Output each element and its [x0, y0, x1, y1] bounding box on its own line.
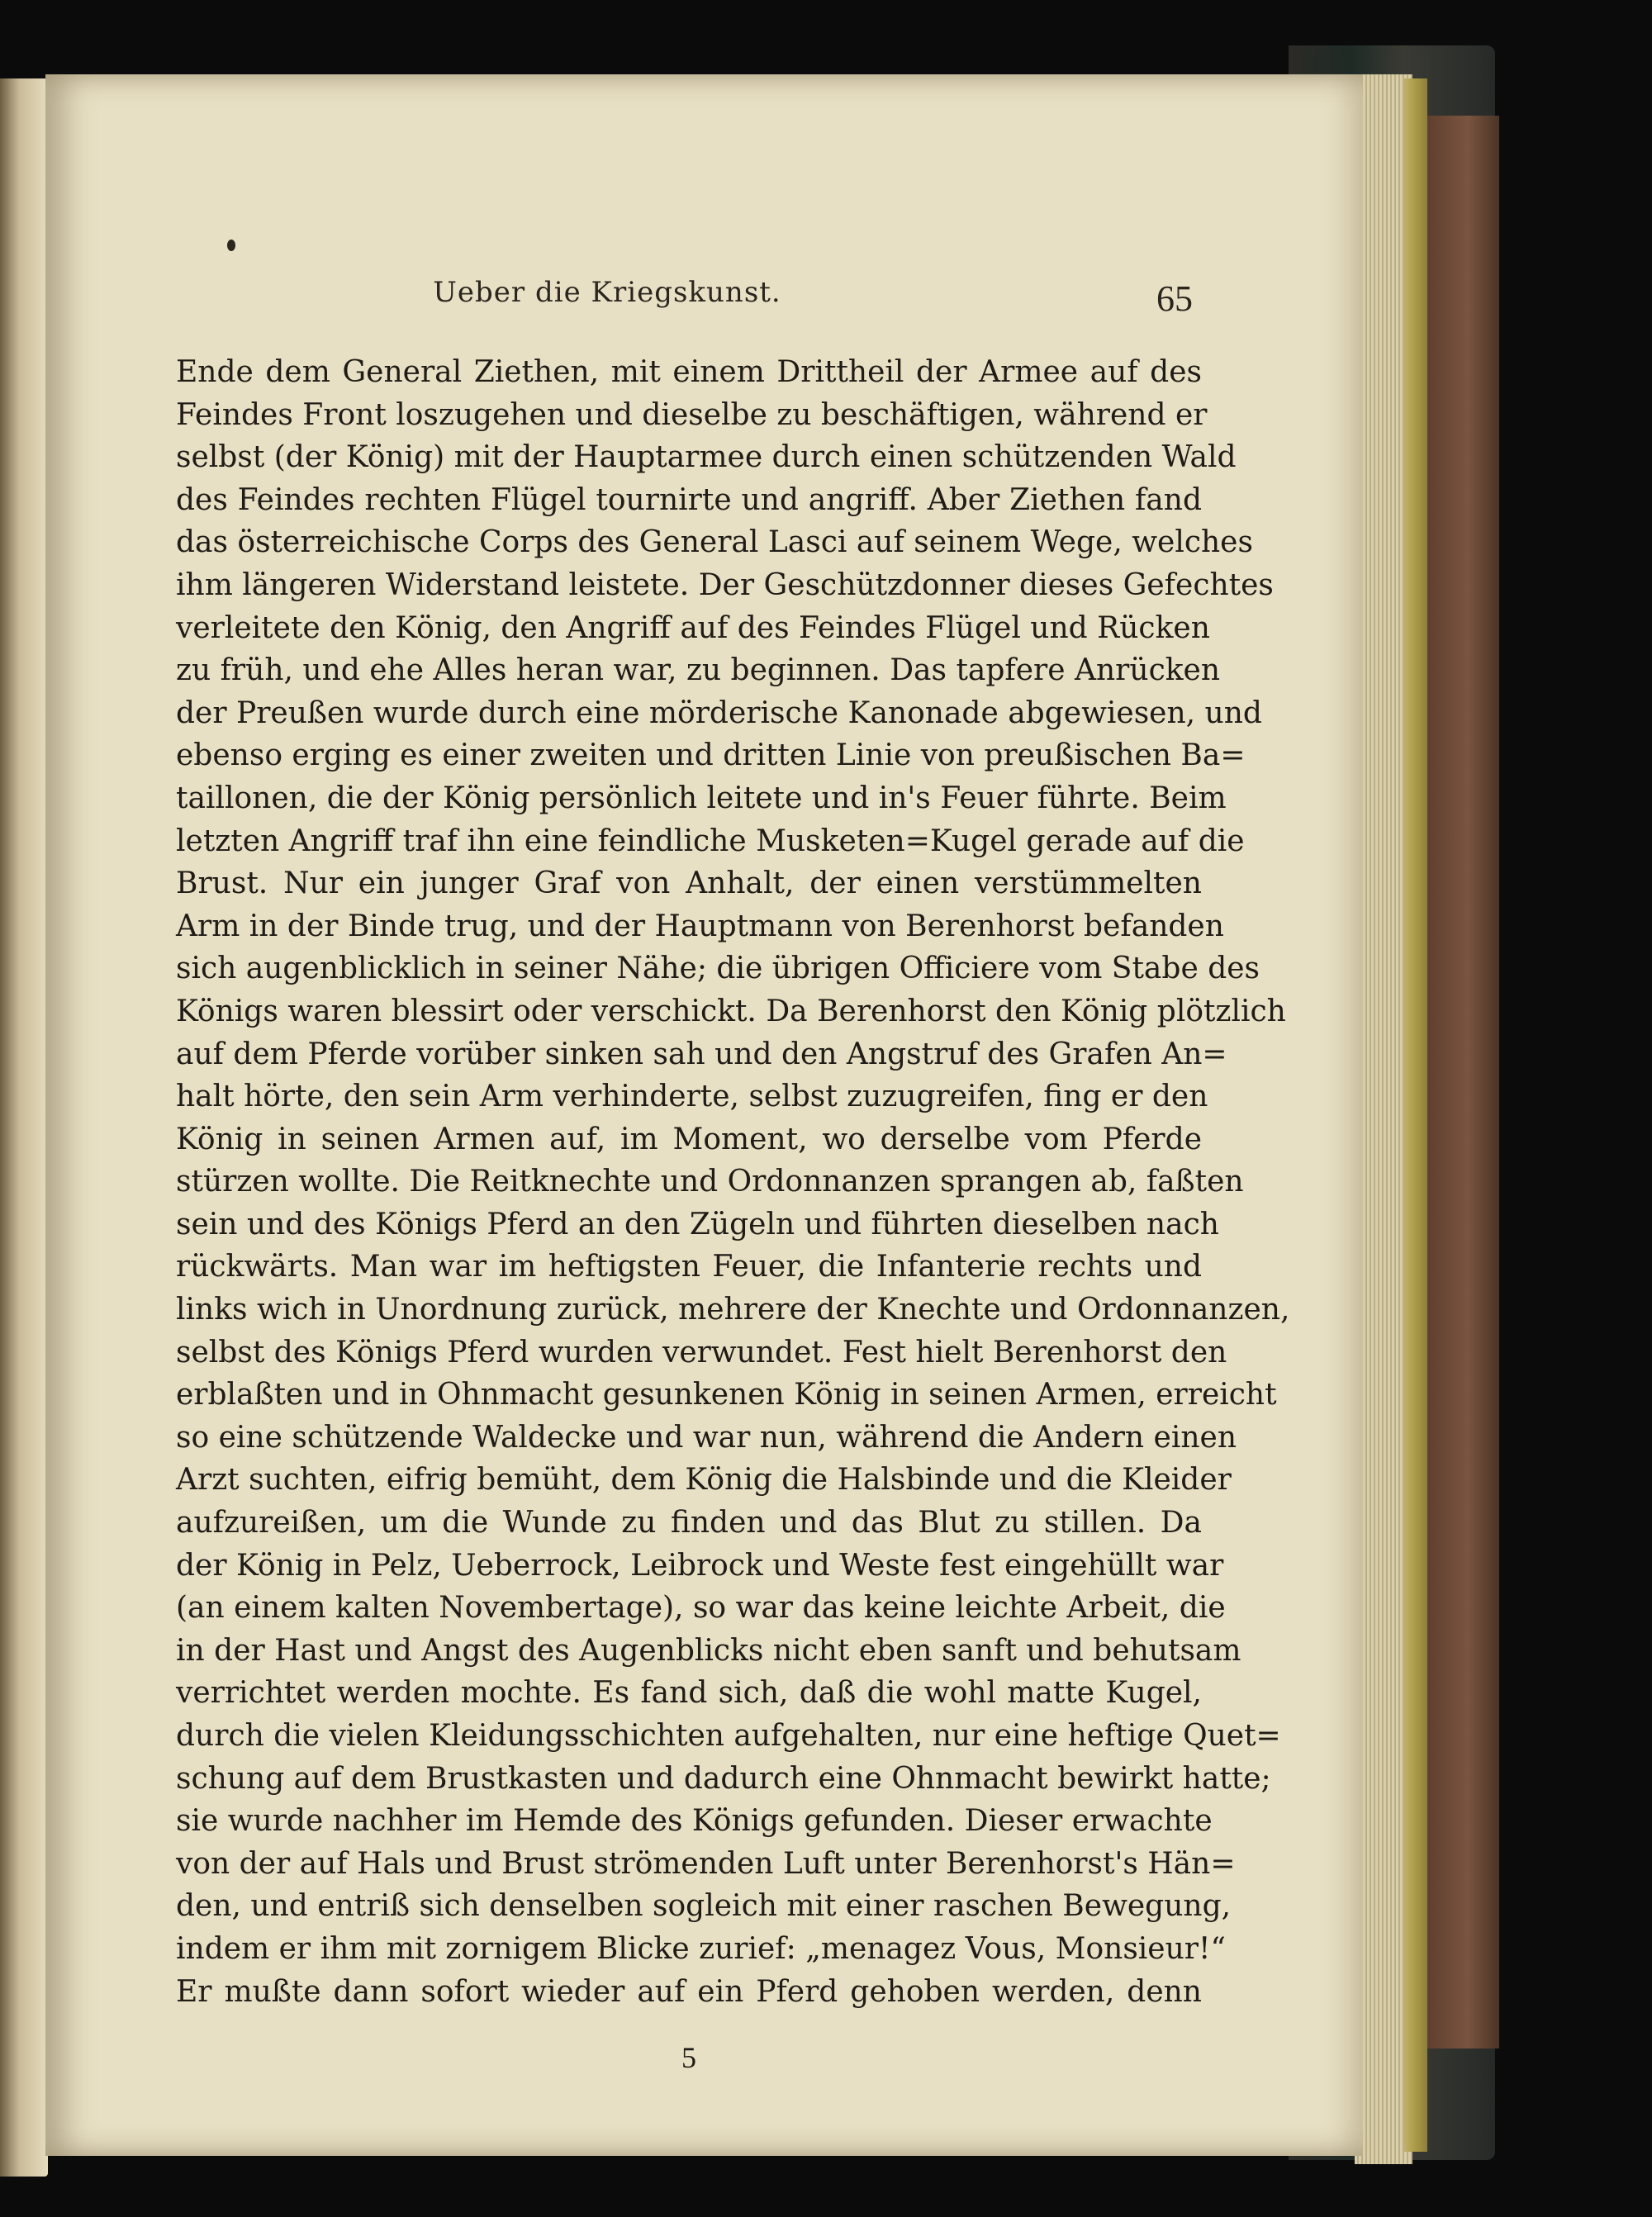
- text-line: Brust. Nur ein junger Graf von Anhalt, der einen verstümmelten: [176, 866, 1202, 901]
- text-line: sich augenblicklich in seiner Nähe; die übrigen Officiere vom Stabe des: [176, 952, 1260, 986]
- text-line: letzten Angriff traf ihn eine feindliche Musketen=Kugel gerade auf die: [176, 824, 1245, 858]
- text-line: selbst (der König) mit der Hauptarmee durch einen schützenden Wald: [176, 440, 1237, 475]
- text-line: (an einem kalten Novembertage), so war das keine leichte Arbeit, die: [176, 1591, 1226, 1626]
- text-line: indem er ihm mit zornigem Blicke zurief: „menagez Vous, Monsieur!“: [176, 1931, 1226, 1966]
- text-line: König in seinen Armen auf, im Moment, wo derselbe vom Pferde: [176, 1122, 1202, 1156]
- ink-speck: [227, 240, 235, 251]
- text-line: erblaßten und in Ohnmacht gesunkenen König in seinen Armen, erreicht: [176, 1378, 1277, 1412]
- text-line: Arzt suchten, eifrig bemüht, dem König die Halsbinde und die Kleider: [176, 1463, 1232, 1498]
- signature-mark: 5: [681, 2041, 696, 2074]
- text-line: ebenso erging es einer zweiten und dritten Linie von preußischen Ba=: [176, 738, 1246, 773]
- body-text: [176, 351, 1290, 2013]
- text-line: sein und des Königs Pferd an den Zügeln und führten dieselben nach: [176, 1207, 1219, 1241]
- text-line: auf dem Pferde vorüber sinken sah und den Angstruf des Grafen An=: [176, 1037, 1227, 1071]
- text-line: sie wurde nachher im Hemde des Königs gefunden. Dieser erwachte: [176, 1804, 1213, 1839]
- text-line: stürzen wollte. Die Reitknechte und Ordonnanzen sprangen ab, faßten: [176, 1165, 1244, 1199]
- page-number: 65: [1156, 278, 1193, 319]
- book-page: [45, 74, 1363, 2156]
- text-line: zu früh, und ehe Alles heran war, zu beginnen. Das tapfere Anrücken: [176, 653, 1221, 688]
- text-line: Feindes Front loszugehen und dieselbe zu beschäftigen, während er: [176, 397, 1208, 432]
- book-cover-leather: [1421, 116, 1499, 2048]
- text-line: in der Hast und Angst des Augenblicks nicht eben sanft und behutsam: [176, 1633, 1241, 1668]
- text-line: halt hörte, den sein Arm verhinderte, selbst zuzugreifen, fing er den: [176, 1080, 1208, 1114]
- gilt-edge: [1404, 78, 1427, 2152]
- text-line: von der auf Hals und Brust strömenden Luft unter Berenhorst's Hän=: [176, 1846, 1236, 1881]
- text-line: selbst des Königs Pferd wurden verwundet. Fest hielt Berenhorst den: [176, 1335, 1227, 1370]
- text-line: verleitete den König, den Angriff auf des Feindes Flügel und Rücken: [176, 610, 1210, 645]
- text-line: Königs waren blessirt oder verschickt. Da Berenhorst den König plötzlich: [176, 994, 1286, 1028]
- text-line: schung auf dem Brustkasten und dadurch eine Ohnmacht bewirkt hatte;: [176, 1761, 1271, 1796]
- text-line: verrichtet werden mochte. Es fand sich, daß die wohl matte Kugel,: [176, 1676, 1202, 1711]
- text-line: Er mußte dann sofort wieder auf ein Pferd gehoben werden, denn: [176, 1974, 1202, 2009]
- text-line: durch die vielen Kleidungsschichten aufgehalten, nur eine heftige Quet=: [176, 1719, 1281, 1753]
- text-line: Arm in der Binde trug, und der Hauptmann von Berenhorst befanden: [176, 909, 1224, 943]
- text-line: Ende dem General Ziethen, mit einem Drittheil der Armee auf des: [176, 355, 1202, 389]
- text-line: aufzureißen, um die Wunde zu finden und das Blut zu stillen. Da: [176, 1506, 1202, 1541]
- running-title: Ueber die Kriegskunst.: [433, 276, 781, 309]
- text-line: ihm längeren Widerstand leistete. Der Geschützdonner dieses Gefechtes: [176, 567, 1274, 602]
- text-line: so eine schützende Waldecke und war nun, während die Andern einen: [176, 1420, 1237, 1455]
- text-line: der König in Pelz, Ueberrock, Leibrock und Weste fest eingehüllt war: [176, 1548, 1224, 1583]
- text-line: links wich in Unordnung zurück, mehrere der Knechte und Ordonnanzen,: [176, 1293, 1290, 1327]
- text-line: der Preußen wurde durch eine mörderische Kanonade abgewiesen, und: [176, 695, 1262, 730]
- text-line: taillonen, die der König persönlich leitete und in's Feuer führte. Beim: [176, 781, 1227, 815]
- left-page-edge: [0, 78, 48, 2177]
- text-line: des Feindes rechten Flügel tournirte und angriff. Aber Ziethen fand: [176, 482, 1202, 517]
- text-line: rückwärts. Man war im heftigsten Feuer, die Infanterie rechts und: [176, 1250, 1202, 1284]
- text-line: das österreichische Corps des General Lasci auf seinem Wege, welches: [176, 525, 1253, 560]
- text-line: den, und entriß sich denselben sogleich mit einer raschen Bewegung,: [176, 1889, 1232, 1924]
